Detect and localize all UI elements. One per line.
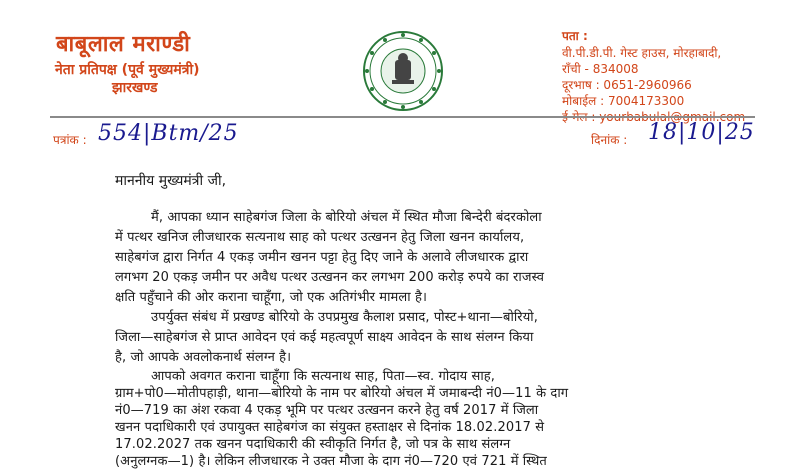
body-line: आपको अवगत कराना चाहूँगा कि सत्यनाथ साह, पिता—स्व. गोदाय साह, [151,369,496,384]
body-line: लगभग 20 एकड़ जमीन पर अवैध पत्थर उत्खनन कर लगभग 200 करोड़ रुपये का राजस्व [115,270,545,285]
body-line: उपर्युक्त संबंध में प्रखण्ड बोरियो के उपप्रमुख कैलाश प्रसाद, पोस्ट+थाना—बोरियो, [151,310,538,325]
body-line: 17.02.2027 तक खनन पदाधिकारी की स्वीकृति निर्गत है, जो पत्र के साथ संलग्न [115,437,511,452]
body-line: साहेबगंज द्वारा निर्गत 4 एकड़ जमीन खनन पट्टा हेतु दिए जाने के अलावे लीजधारक द्वारा [115,250,529,265]
salutation: माननीय मुख्यमंत्री जी, [115,173,227,189]
body-line: में पत्थर खनिज लीजधारक सत्यनाथ साह को पत्थर उत्खनन हेतु जिला खनन कार्यालय, [115,230,525,245]
address-label: पता : [562,29,588,43]
address-mobile: मोबाईल : 7004173300 [562,94,685,108]
body-line: नं0—719 का अंश रकवा 4 एकड़ भूमि पर पत्थर उत्खनन करने हेतु वर्ष 2017 में जिला [115,403,539,418]
body-line: जिला—साहेबगंज से प्राप्त आवेदन एवं कई महत्वपूर्ण साक्ष्य आवेदन के साथ संलग्न किया [115,330,534,345]
body-line: ग्राम+पो0—मोतीपहाड़ी, थाना—बोरियो के नाम पर बोरियो अंचल में जमाबन्दी नं0—11 के दाग [115,386,569,401]
body-line: (अनुलग्नक—1) है। लेकिन लीजधारक ने उक्त मौजा के दाग नं0—720 एवं 721 में स्थित [115,454,547,469]
letterhead-divider [50,116,755,118]
reference-label: पत्रांक : [53,133,87,147]
letterhead-state: झारखण्ड [112,80,158,96]
address-line-2: राँची - 834008 [562,62,639,76]
address-line-1: वी.पी.डी.पी. गेस्ट हाउस, मोरहाबादी, [562,46,722,60]
body-line: क्षति पहुँचाने की ओर कराना चाहूँगा, जो एक अतिगंभीर मामला है। [115,290,427,305]
date-value: 18|10|25 [648,120,755,145]
body-line: है, जो आपके अवलोकनार्थ संलग्न है। [115,350,292,365]
letterhead-designation: नेता प्रतिपक्ष (पूर्व मुख्यमंत्री) [55,62,200,78]
reference-number: 554|Btm/25 [98,121,239,146]
state-emblem-icon [362,30,444,112]
letterhead-name: बाबूलाल मराण्डी [56,32,191,57]
body-line: खनन पदाधिकारी एवं उपायुक्त साहेबगंज का संयुक्त हस्ताक्षर से दिनांक 18.02.2017 से [115,420,545,435]
date-label: दिनांक : [591,133,628,147]
address-phone: दूरभाष : 0651-2960966 [562,78,692,92]
body-line: मैं, आपका ध्यान साहेबगंज जिला के बोरियो अंचल में स्थित मौजा बिन्देरी बंदरकोला [151,210,542,225]
